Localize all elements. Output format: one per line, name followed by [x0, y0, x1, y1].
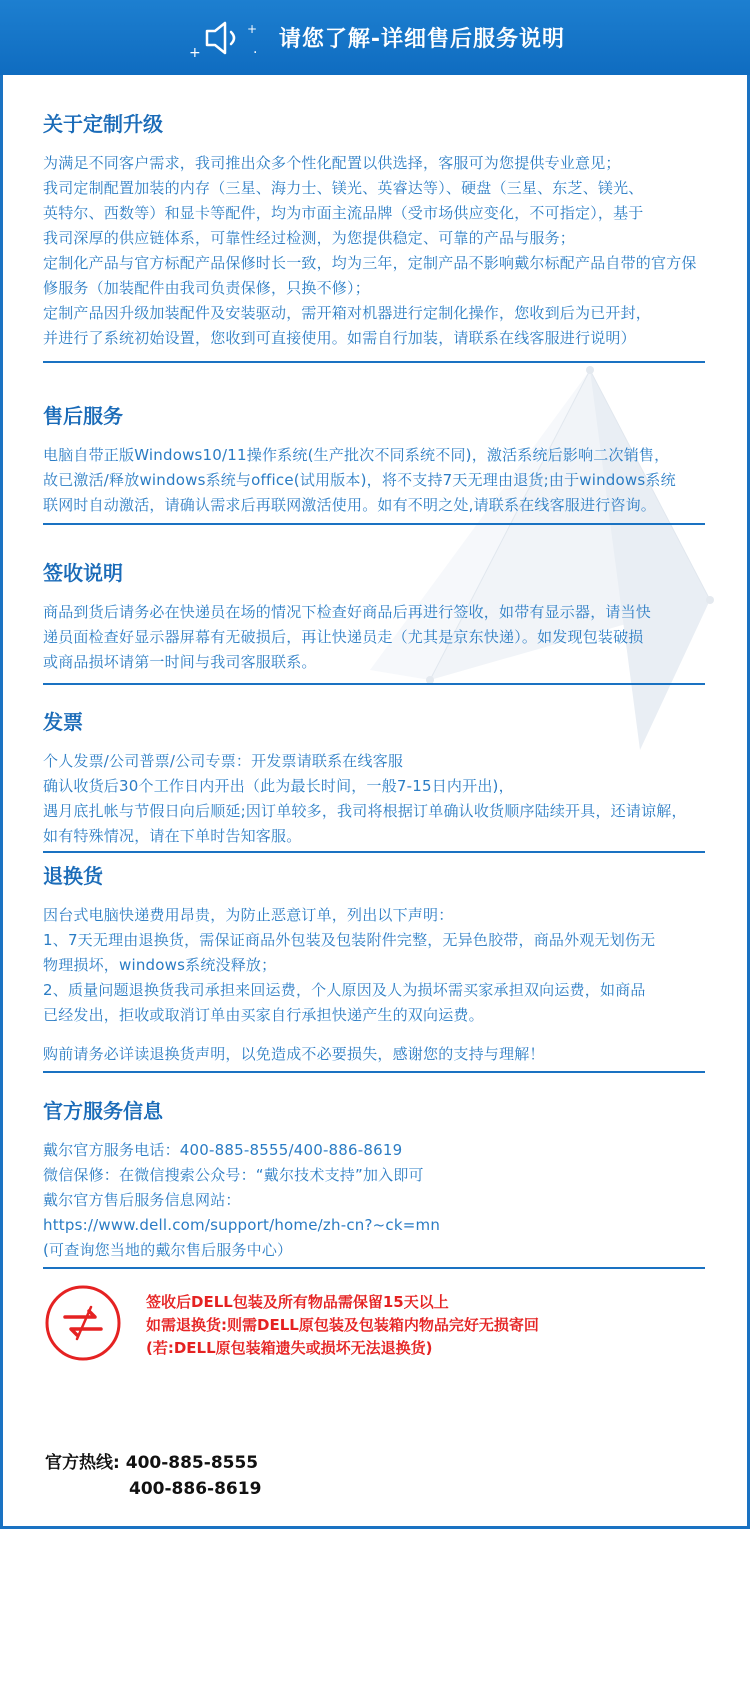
hotline-block — [45, 1450, 261, 1502]
section-title: 官方服务信息 — [43, 1099, 163, 1123]
svg-text:.: . — [252, 40, 258, 57]
hotline-number-2: 400-886-8619 — [129, 1479, 262, 1499]
section-divider — [43, 1267, 705, 1269]
section-text: 电脑自带正版Windows10/11操作系统(生产批次不同系统不同)，激活系统后影响二次销售， 故已激活/释放windows系统与office(试用版本)，将不支持7天无理由退货;由于windows系统 联网时自动激活，请确认需求后再联网激活使用。如有不明之处,请联系在线客服进行咨询。 — [43, 446, 676, 514]
section-text: 商品到货后请务必在快递员在场的情况下检查好商品后再进行签收，如带有显示器，请当快 递员面检查好显示器屏幕有无破损后，再让快递员走（尤其是京东快递）。如发现包装破损 或商品损坏请第一时间与我司客服联系。 — [43, 603, 652, 671]
section-title: 签收说明 — [43, 561, 123, 585]
speaker-icon — [185, 13, 265, 63]
section-text: 个人发票/公司普票/公司专票：开发票请联系在线客服 确认收货后30个工作日内开出（此为最长时间，一般7-15日内开出)， 遇月底扎帐与节假日向后顺延;因订单较多，我司将根据订单确认收货顺序陆续开具，还请谅解， 如有特殊情况，请在下单时告知客服。 — [43, 752, 687, 845]
section-official-info — [43, 1095, 708, 1263]
header-banner — [0, 0, 750, 75]
returns-footer-note: 购前请务必详读退换货声明，以免造成不必要损失，感谢您的支持与理解！ — [43, 1045, 545, 1063]
section-text: 因台式电脑快递费用昂贵，为防止恶意订单，列出以下声明： 1、7天无理由退换货，需保证商品外包装及包装附件完整，无异色胶带，商品外观无划伤无 物理损坏，windows系统没释放； 2、质量问题退换货我司承担来回运费，个人原因及人为损坏需买家承担双向运费，如商品 已经发出，拒收或取消订单由买家自行承担快递产生的双向运费。 — [43, 906, 656, 1024]
section-text: 戴尔官方服务电话：400-885-8555/400-886-8619 微信保修：在微信搜索公众号：“戴尔技术支持”加入即可 戴尔官方售后服务信息网站： https://www.dell.com/support/home/zh-cn?~ck=mn (可查询您当地的戴尔售后服务中心） — [43, 1141, 441, 1259]
notice-text: 签收后DELL包装及所有物品需保留15天以上 如需退换货:则需DELL原包装及包装箱内物品完好无损寄回 (若:DELL原包装箱遗失或损坏无法退换货) — [146, 1293, 539, 1357]
svg-text:+: + — [188, 44, 201, 61]
section-signing — [43, 557, 708, 675]
section-divider — [43, 1071, 705, 1073]
hotline-number-1: 400-885-8555 — [125, 1453, 259, 1473]
section-text: 为满足不同客户需求，我司推出众多个性化配置以供选择，客服可为您提供专业意见； 我司定制配置加装的内存（三星、海力士、镁光、英睿达等）、硬盘（三星、东芝、镁光、 英特尔、西数等）和显卡等配件，均为市面主流品牌（受市场供应变化，不可指定），基于 我司深厚的供应链体系，可靠性经过检测，为您提供稳定、可靠的产品与服务； 定制化产品与官方标配产品保修时长一致，均为三年，定制产品不影响戴尔标配产品自带的官方保 修服务（加装配件由我司负责保修，只换不修）； 定制产品因升级加装配件及安装驱动，需开箱对机器进行定制化操作，您收到后为已开封， 并进行了系统初始设置，您收到可直接使用。如需自行加装，请联系在线客服进行说明） — [43, 154, 697, 347]
svg-text:+: + — [246, 21, 257, 36]
section-custom-upgrade — [43, 108, 708, 351]
section-title: 售后服务 — [43, 404, 123, 428]
section-invoice — [43, 706, 708, 849]
section-divider — [43, 523, 705, 525]
hotline-label: 官方热线: — [45, 1453, 120, 1473]
section-title: 退换货 — [43, 864, 103, 888]
section-divider — [43, 851, 705, 853]
support-url[interactable]: https://www.dell.com/support/home/zh-cn?~ck=mn — [43, 1216, 441, 1234]
section-divider — [43, 361, 705, 363]
section-divider — [43, 683, 705, 685]
section-title: 关于定制升级 — [43, 112, 163, 136]
section-title: 发票 — [43, 710, 83, 734]
section-after-sales — [43, 400, 708, 518]
exchange-arrows-icon — [43, 1283, 123, 1363]
return-notice — [43, 1283, 708, 1373]
page-title: 请您了解-详细售后服务说明 — [278, 27, 566, 52]
section-returns — [43, 860, 708, 1067]
